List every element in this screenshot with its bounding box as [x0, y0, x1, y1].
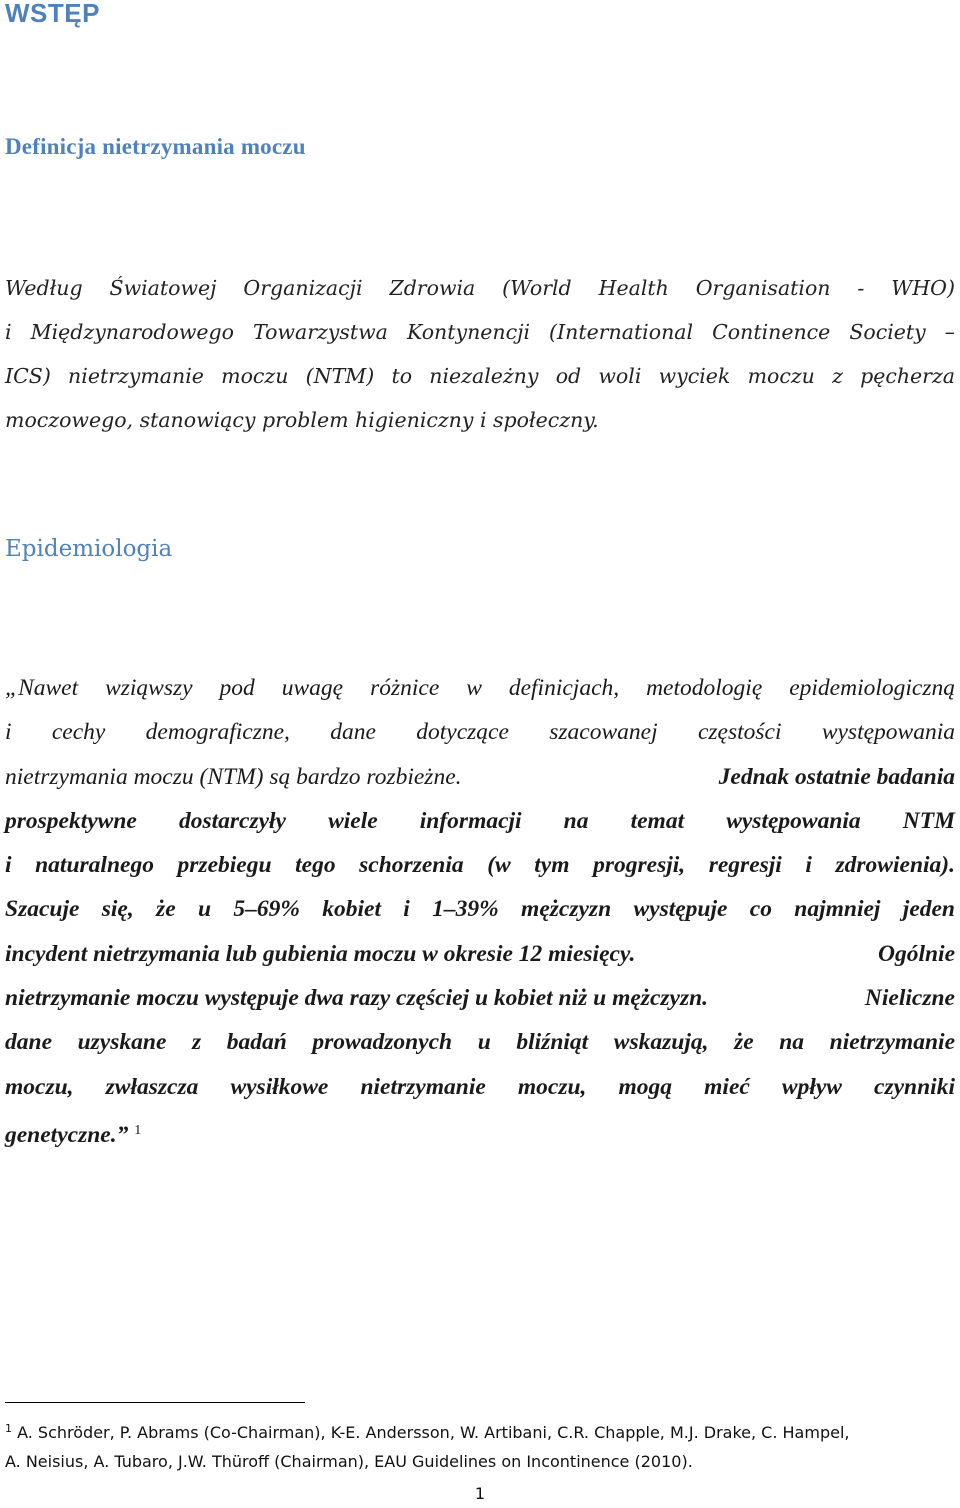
section-heading-definition: Definicja nietrzymania moczu [5, 134, 306, 159]
footnote-reference[interactable]: 1 [134, 1122, 142, 1138]
definition-paragraph [5, 266, 955, 442]
footnote-text-line1: A. Schröder, P. Abrams (Co-Chairman), K-E. Andersson, W. Artibani, C.R. Chapple, M.J. Drake, C. Hampel, [17, 1423, 850, 1442]
epidemiology-line [5, 755, 955, 799]
epidemiology-quote [5, 666, 955, 1157]
epidemiology-line: moczu, zwłaszcza wysiłkowe nietrzymanie moczu, mogą mieć wpływ czynniki [5, 1073, 955, 1100]
footnote-marker: 1 [5, 1422, 12, 1435]
chapter-title: WSTĘP [5, 0, 100, 28]
definition-line: i Międzynarodowego Towarzystwa Kontynencji (International Continence Society – [5, 320, 955, 344]
epidemiology-line: dane uzyskane z badań prowadzonych u bliźniąt wskazują, że na nietrzymanie [5, 1029, 955, 1056]
epidemiology-line-part: nietrzymanie moczu występuje dwa razy częściej u kobiet niż u mężczyzn. [5, 985, 709, 1012]
epidemiology-line: prospektywne dostarczyły wiele informacji na temat występowania NTM [5, 807, 955, 834]
definition-line: moczowego, stanowiący problem higieniczny i społeczny. [5, 408, 599, 432]
footnote [5, 1414, 955, 1476]
epidemiology-closing-text: genetyczne.” [5, 1121, 129, 1148]
footnote-text-line2: A. Neisius, A. Tubaro, J.W. Thüroff (Chairman), EAU Guidelines on Incontinence (2010). [5, 1452, 693, 1471]
epidemiology-line: i naturalnego przebiegu tego schorzenia (w tym progresji, regresji i zdrowienia). [5, 852, 955, 879]
epidemiology-line [5, 932, 955, 976]
epidemiology-line-part: Nieliczne [864, 985, 955, 1012]
epidemiology-line-last [5, 1109, 955, 1157]
epidemiology-line: Szacuje się, że u 5–69% kobiet i 1–39% mężczyzn występuje co najmniej jeden [5, 896, 955, 923]
section-heading-epidemiology: Epidemiologia [5, 536, 173, 562]
footnote-separator [5, 1402, 305, 1403]
epidemiology-line-part: incydent nietrzymania lub gubienia moczu w okresie 12 miesięcy. [5, 940, 636, 967]
epidemiology-line-part: nietrzymania moczu (NTM) są bardzo rozbieżne. [5, 763, 462, 790]
epidemiology-line: „Nawet wziąwszy pod uwagę różnice w definicjach, metodologię epidemiologiczną [5, 675, 955, 701]
epidemiology-line: i cechy demograficzne, dane dotyczące szacowanej częstości występowania [5, 719, 955, 746]
definition-line: ICS) nietrzymanie moczu (NTM) to niezależny od woli wyciek moczu z pęcherza [5, 364, 955, 388]
epidemiology-line-part: Ogólnie [877, 940, 955, 967]
page-number: 1 [474, 1484, 486, 1503]
definition-line: Według Światowej Organizacji Zdrowia (World Health Organisation - WHO) [5, 276, 955, 300]
epidemiology-line-part: Jednak ostatnie badania [718, 763, 955, 790]
epidemiology-line [5, 976, 955, 1020]
